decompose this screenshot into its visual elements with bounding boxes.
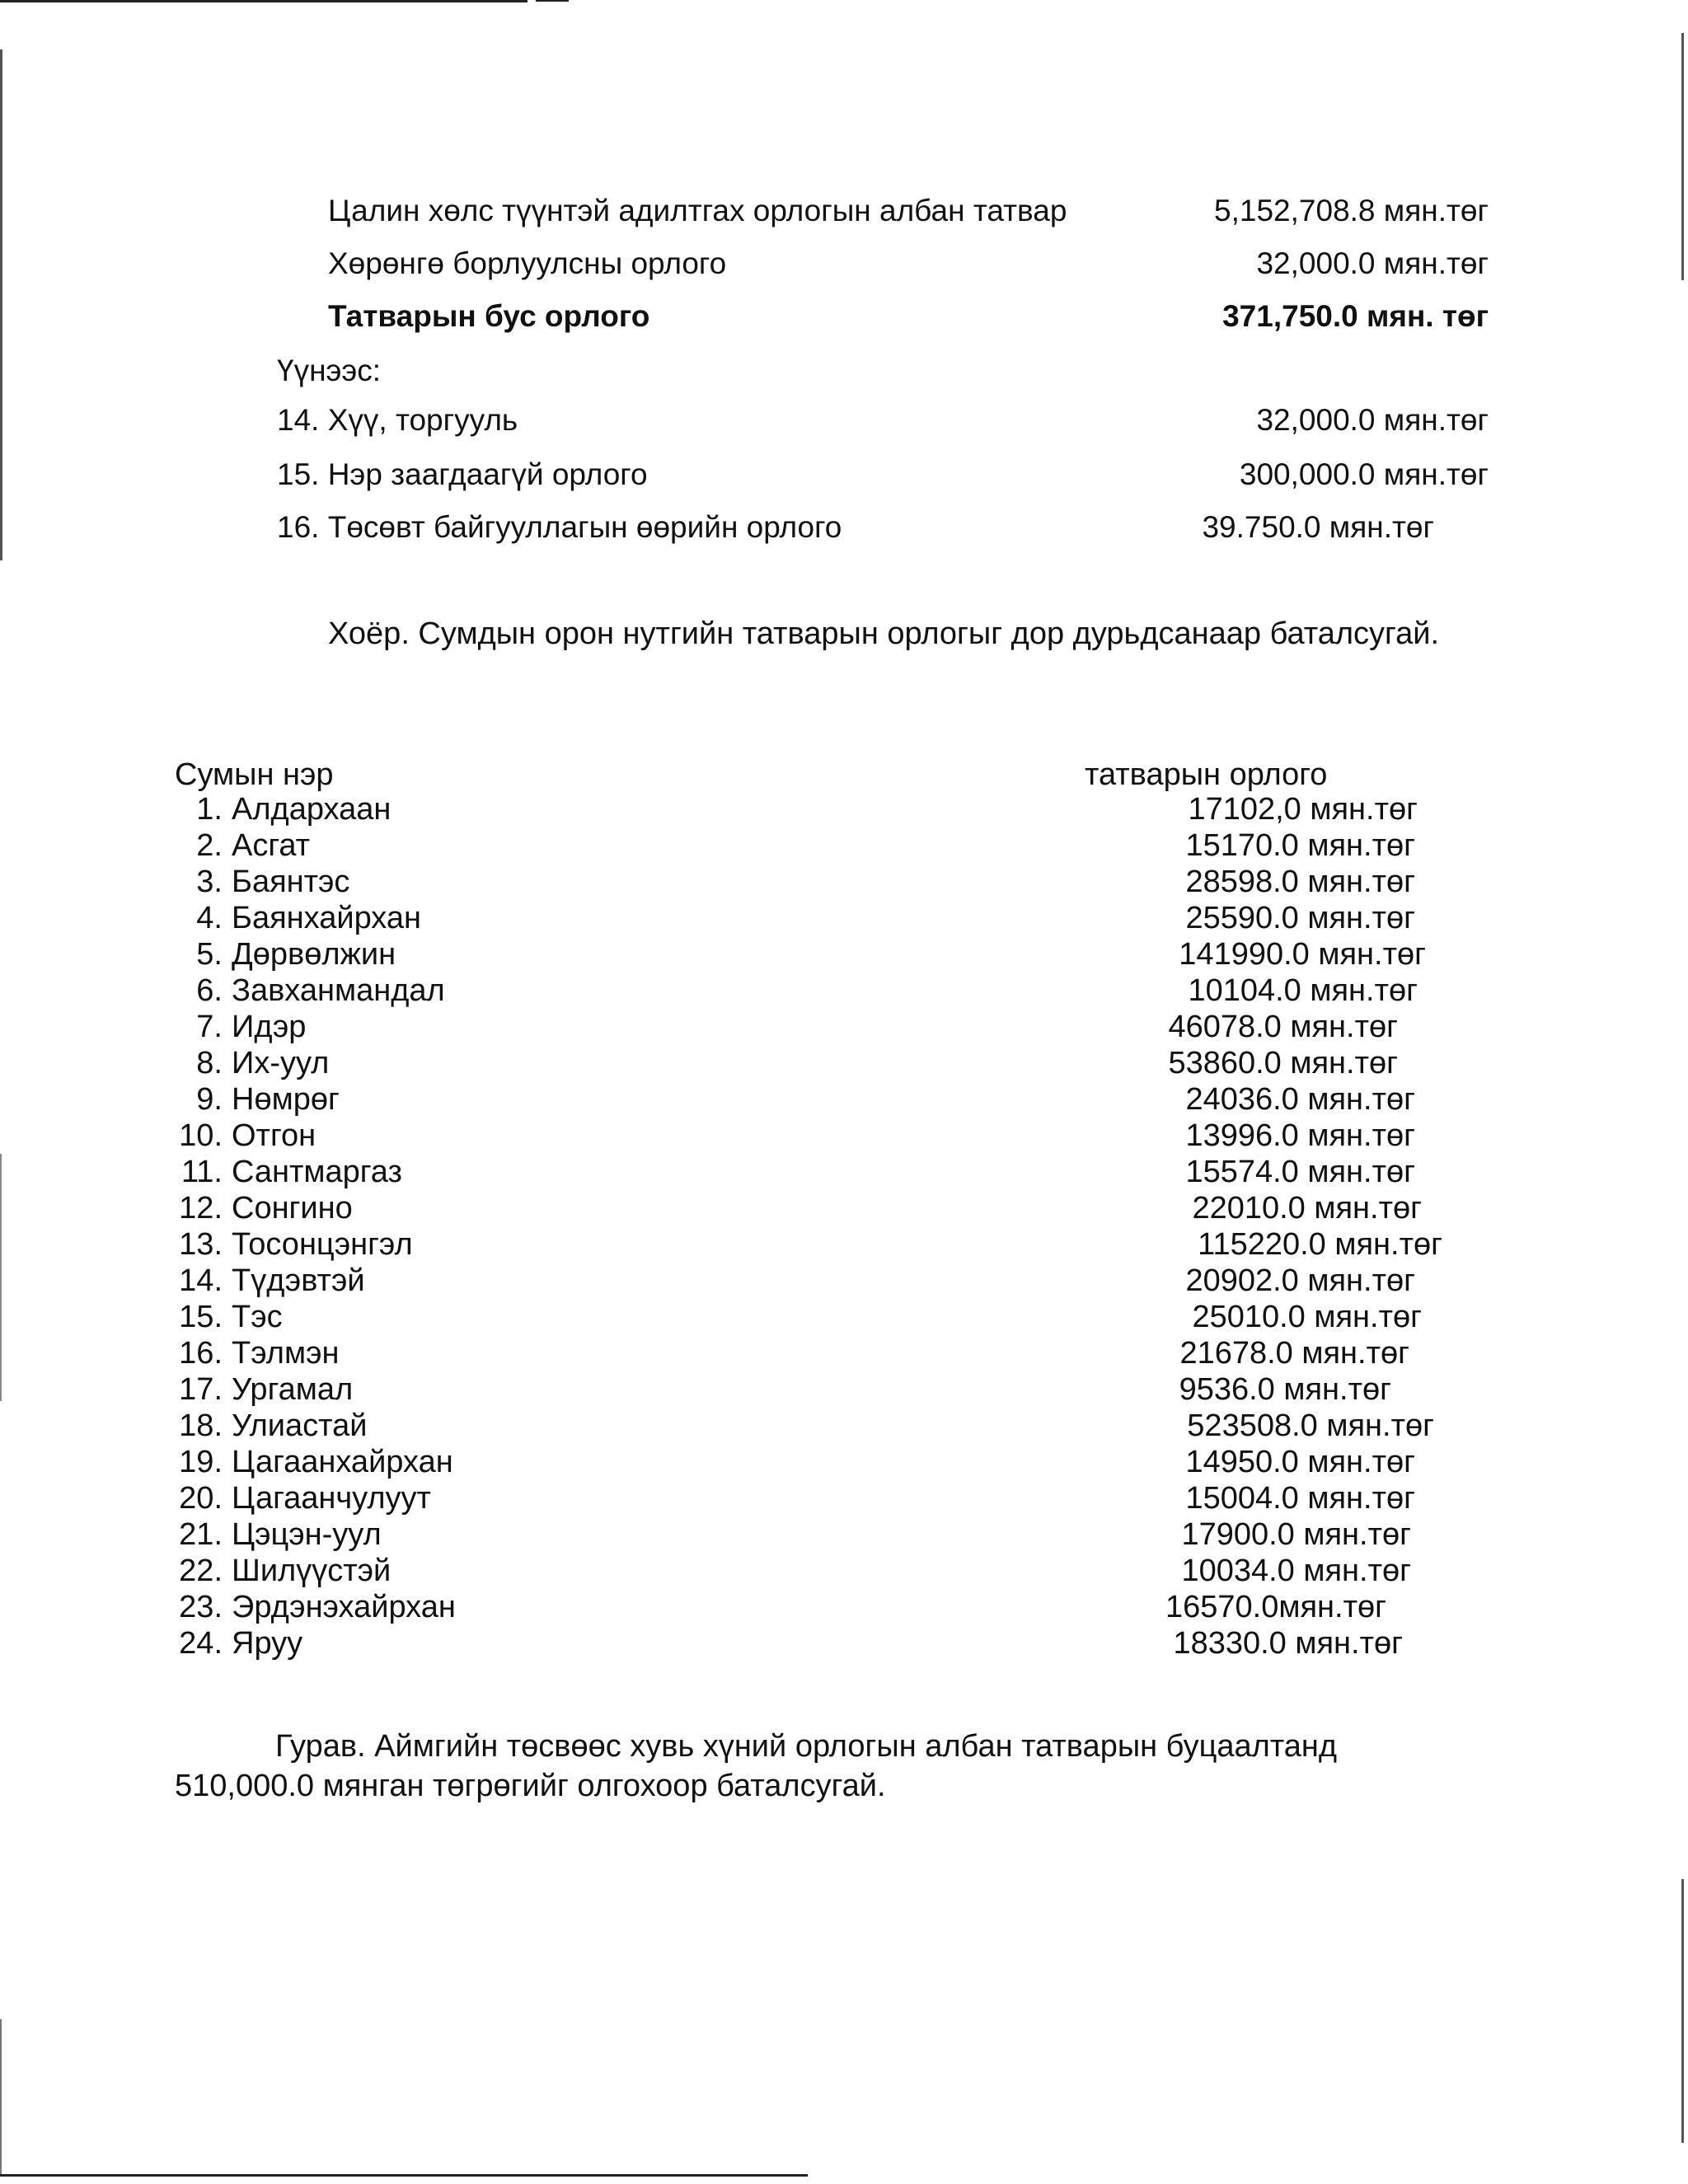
row-number: 17. [179, 1372, 223, 1407]
income-label: Үүнээс: [277, 354, 382, 387]
income-value: 300,000.0 мян.төг [1239, 457, 1489, 491]
row-number: 19. [179, 1445, 223, 1479]
soum-name: Ургамал [232, 1372, 354, 1407]
table-row [0, 791, 1688, 827]
soum-name: Сонгино [232, 1191, 353, 1226]
income-label: 15. Нэр заагдаагүй орлого [277, 457, 648, 491]
row-number: 8. [196, 1046, 223, 1080]
soum-amount: 18330.0 мян.төг [1173, 1626, 1403, 1661]
soum-name: Баянтэс [232, 865, 350, 899]
row-number: 7. [196, 1010, 223, 1044]
table-row [0, 1190, 1688, 1226]
soum-name: Цагаанхайрхан [232, 1445, 453, 1479]
row-number: 5. [196, 937, 223, 972]
soum-name: Баянхайрхан [232, 901, 421, 935]
table-row [0, 1263, 1688, 1299]
row-number: 11. [181, 1155, 223, 1189]
scan-border-left-bottom [0, 2019, 2, 2176]
table-row [0, 864, 1688, 900]
soum-amount: 21678.0 мян.төг [1179, 1336, 1409, 1371]
soum-name: Алдархаан [232, 792, 392, 827]
section-three-text: Гурав. Аймгийн төсвөөс хувь хүний орлогын албан татварын буцаалтанд 510,000.0 мянган төгрөгийг олгохоор баталсугай. [175, 1729, 1338, 1803]
soum-amount: 15004.0 мян.төг [1185, 1481, 1415, 1516]
soum-name: Эрдэнэхайрхан [232, 1590, 456, 1624]
soum-name: Асгат [232, 828, 311, 863]
scan-border-left [0, 49, 2, 560]
row-number: 22. [179, 1554, 223, 1588]
income-label: Татварын бус орлого [328, 299, 650, 333]
soum-amount: 9536.0 мян.төг [1179, 1372, 1391, 1407]
table-row [0, 1154, 1688, 1190]
soum-name: Цэцэн-уул [232, 1517, 382, 1552]
row-number: 3. [196, 865, 223, 899]
soum-name: Шилүүстэй [232, 1554, 392, 1588]
row-number: 1. [196, 792, 223, 827]
row-number: 24. [179, 1626, 223, 1661]
table-row [0, 1226, 1688, 1263]
table-row [0, 1480, 1688, 1516]
soum-amount: 15170.0 мян.төг [1185, 828, 1415, 863]
soum-name: Улиастай [232, 1408, 368, 1443]
soum-amount: 17900.0 мян.төг [1181, 1517, 1411, 1552]
row-number: 18. [179, 1408, 223, 1443]
scan-border-right [1681, 33, 1684, 280]
income-value: 39.750.0 мян.төг [1202, 510, 1434, 544]
scan-border-bottom [0, 2174, 808, 2177]
soum-amount: 523508.0 мян.төг [1187, 1408, 1434, 1443]
soum-name: Отгон [232, 1118, 316, 1153]
row-number: 20. [179, 1481, 223, 1516]
section-three-paragraph [175, 1727, 1461, 1806]
soum-name: Завханмандал [232, 973, 445, 1008]
scan-border-top-fragment [536, 0, 569, 2]
soum-name: Идэр [232, 1010, 307, 1044]
soum-name: Тэлмэн [232, 1336, 340, 1371]
table-row [0, 972, 1688, 1009]
income-label: Цалин хөлс түүнтэй адилтгах орлогын албан татвар [328, 194, 1067, 227]
soum-amount: 10104.0 мян.төг [1188, 973, 1418, 1008]
soum-amount: 22010.0 мян.төг [1192, 1191, 1422, 1226]
soum-amount: 141990.0 мян.төг [1179, 937, 1426, 972]
income-label: 14. Хүү, торгууль [277, 403, 518, 437]
soum-name: Нөмрөг [232, 1082, 340, 1117]
table-row [0, 1081, 1688, 1118]
soum-amount: 46078.0 мян.төг [1168, 1010, 1398, 1044]
table-row [0, 1045, 1688, 1081]
row-number: 12. [179, 1191, 223, 1226]
soum-name: Яруу [232, 1626, 303, 1661]
row-number: 2. [196, 828, 223, 863]
row-number: 4. [196, 901, 223, 935]
table-row [0, 827, 1688, 864]
section-two-paragraph: Хоёр. Сумдын орон нутгийн татварын орлогыг дор дурьдсанаар баталсугай. [328, 616, 1439, 651]
row-number: 21. [179, 1517, 223, 1552]
soum-amount: 17102,0 мян.төг [1188, 792, 1418, 827]
table-row [0, 1408, 1688, 1444]
table-row [0, 1444, 1688, 1480]
soum-amount: 24036.0 мян.төг [1185, 1082, 1415, 1117]
row-number: 23. [179, 1590, 223, 1624]
soum-amount: 53860.0 мян.төг [1168, 1046, 1398, 1080]
table-row [0, 1118, 1688, 1154]
income-label: Хөрөнгө борлуулсны орлого [328, 246, 727, 280]
scan-border-top [0, 0, 528, 2]
row-number: 6. [196, 973, 223, 1008]
soum-name: Дөрвөлжин [232, 937, 396, 972]
soum-amount: 16570.0мян.төг [1165, 1590, 1386, 1624]
soum-amount: 115220.0 мян.төг [1198, 1227, 1442, 1262]
table-row [0, 1009, 1688, 1045]
soum-amount: 10034.0 мян.төг [1181, 1554, 1411, 1588]
soum-amount: 13996.0 мян.төг [1185, 1118, 1415, 1153]
table-row [0, 936, 1688, 972]
soum-name: Түдэвтэй [232, 1263, 365, 1298]
soum-amount: 28598.0 мян.төг [1185, 865, 1415, 899]
table-row [0, 1371, 1688, 1408]
soum-amount: 15574.0 мян.төг [1185, 1155, 1415, 1189]
income-label: 16. Төсөвт байгууллагын өөрийн орлого [277, 510, 842, 544]
soum-name: Тэс [232, 1300, 283, 1334]
row-number: 15. [179, 1300, 223, 1334]
soum-name: Цагаанчулуут [232, 1481, 431, 1516]
row-number: 16. [179, 1336, 223, 1371]
row-number: 13. [179, 1227, 223, 1262]
income-value: 5,152,708.8 мян.төг [1214, 194, 1489, 227]
soum-name: Их-уул [232, 1046, 330, 1080]
scan-border-right-bottom [1681, 1879, 1684, 2143]
soum-amount: 14950.0 мян.төг [1185, 1445, 1415, 1479]
table-row [0, 1553, 1688, 1589]
income-value: 371,750.0 мян. төг [1222, 299, 1489, 333]
soum-amount: 20902.0 мян.төг [1185, 1263, 1415, 1298]
table-row [0, 1625, 1688, 1661]
table-row [0, 1299, 1688, 1335]
table-row [0, 1589, 1688, 1625]
table-row [0, 900, 1688, 936]
row-number: 9. [196, 1082, 223, 1117]
table-row [0, 1335, 1688, 1371]
table-header-name: Сумын нэр [175, 757, 334, 792]
table-row [0, 1516, 1688, 1553]
row-number: 10. [179, 1118, 223, 1153]
soum-amount: 25010.0 мян.төг [1192, 1300, 1422, 1334]
row-number: 14. [179, 1263, 223, 1298]
income-value: 32,000.0 мян.төг [1256, 246, 1489, 280]
soum-name: Сантмаргаз [232, 1155, 402, 1189]
soum-name: Тосонцэнгэл [232, 1227, 413, 1262]
soum-amount: 25590.0 мян.төг [1185, 901, 1415, 935]
table-header-amount: татварын орлого [1085, 757, 1328, 792]
income-value: 32,000.0 мян.төг [1256, 403, 1489, 437]
